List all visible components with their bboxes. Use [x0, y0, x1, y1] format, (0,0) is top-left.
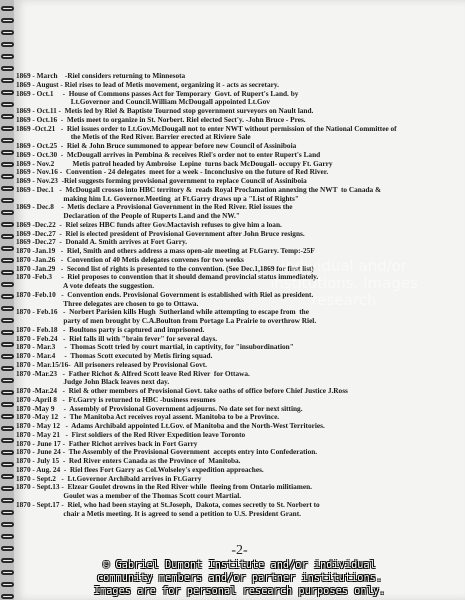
timeline-line: Three delegates are chosen to go to Ottawa.	[16, 299, 199, 308]
binding-ring	[1, 498, 14, 503]
binding-ring	[1, 186, 14, 191]
timeline-line: chair a Metis meeting. It is agreed to send a petition to U.S. President Grant.	[16, 509, 301, 518]
timeline-line: 1869 - Oct.16 - Metis meet to organize in St. Norbert. Riel elected Sect'y. -John Bruce - Pres.	[16, 115, 306, 124]
binding-ring	[1, 390, 14, 395]
timeline-line: 1870 -Mar.24 - Riel & other members of Provisional Govt. take oaths of office before Chief Justice J.Ross	[16, 387, 348, 395]
binding-ring	[1, 54, 14, 59]
binding-ring	[1, 234, 14, 239]
binding-ring	[1, 330, 14, 335]
timeline-line: 1870 - May 21 - First soldiers of the Red River Expedition leave Toronto	[16, 430, 246, 439]
timeline-line: 1870 -Jan.19 - Riel, Smith and others address a mass open-air meeting at Ft.Garry. Temp:-25F	[16, 247, 315, 255]
timeline-line: 1869 - Nov.23 -Riel suggests forming provisional government to replace Council of Assiniboia	[16, 177, 307, 185]
timeline-line: making him Lt. Governor.Meeting at Ft.Garry draws up a "List of Rights"	[16, 194, 299, 203]
binding-ring	[1, 594, 14, 599]
timeline-line: party of men brought by C.A.Boulton from Portage La Prairie to overthrow Riel.	[16, 317, 317, 325]
timeline-line: Goulet was a member of the Thomas Scott court Martial.	[16, 492, 242, 500]
faint-watermark: individual and/or institutions. Images research	[270, 257, 418, 309]
timeline-line: 1870 - June 24 - The Assembly of the Provisional Government accepts entry into Confederation.	[16, 448, 318, 457]
binding-ring	[1, 318, 14, 323]
timeline-line: 1869 - Nov.16 - Convention - 24 delegates meet for a week - Inconclusive on the future of Red River.	[16, 168, 329, 177]
timeline-line: 1869 - Oct.25 - Riel & John Bruce summoned to appear before new Council of Assiniboia	[16, 142, 297, 150]
binding-ring	[1, 534, 14, 539]
binding-ring	[1, 402, 14, 407]
binding-ring	[1, 294, 14, 299]
binding-ring	[1, 198, 14, 203]
binding-ring	[1, 78, 14, 83]
document-page	[14, 0, 465, 600]
binding-ring	[1, 522, 14, 527]
timeline-line: 1869 -Oct.21 - Riel issues order to Lt.Gov.McDougall not to enter NWT without permission of the National Committee of	[16, 124, 397, 133]
timeline-line: 1870 - July 15 - Red River enters Canada as the Province of Manitoba.	[16, 457, 241, 465]
timeline-line: 1870 - Feb.24 - Riel falls ill with "brain fever" for several days.	[16, 334, 218, 343]
timeline-line: 1870 - Feb.18 - Boultons party is captured and imprisoned.	[16, 325, 205, 334]
binding-ring	[1, 126, 14, 131]
binding-ring	[1, 354, 14, 359]
binding-ring	[1, 378, 14, 383]
binding-ring	[1, 30, 14, 35]
timeline-line: 1869 - Dec.8 - Metis declare a Provisional Government in the Red River. Riel issues the	[16, 203, 293, 212]
timeline-line: 1869 - Dec.1 - McDougall crosses into HBC territory & reads Royal Proclamation annexing the NWT to Canada &	[16, 185, 382, 194]
timeline-line: 1869 - Oct.1 - House of Commons passes Act for Temporary Govt. of Rupert's Land. by	[16, 89, 299, 98]
binding-ring	[1, 270, 14, 275]
binding-ring	[1, 570, 14, 575]
timeline-line: the Metis of the Red River. Barrier erected at Riviere Sale	[16, 133, 251, 142]
timeline-line: 1870 - Sept.13 - Elzear Goulet drowns in the Red River while fleeing from Ontario militiamen.	[16, 483, 312, 492]
timeline-line: A vote defeats the suggestion.	[16, 282, 155, 290]
watermark-line-3: Images are for personal research purposes only.	[93, 585, 386, 597]
binding-ring	[1, 462, 14, 467]
binding-ring	[1, 258, 14, 263]
binding-ring	[1, 138, 14, 143]
timeline-line: 1870 - Mar.15/16- All prisoners released by Provisional Govt.	[16, 360, 207, 369]
binding-ring	[1, 366, 14, 371]
binding-ring	[1, 474, 14, 479]
timeline-line: 1870 - May 12 - Adams Archibald appointed Lt.Gov. of Manitoba and the North-West Territories.	[16, 422, 325, 430]
timeline-line: 1870 - Feb.16 - Norbert Parisien kills Hugh Sutherland while attempting to escape from the	[16, 308, 309, 317]
binding-ring	[1, 162, 14, 167]
binding-ring	[1, 66, 14, 71]
binding-ring	[1, 114, 14, 119]
page-number: -2-	[231, 543, 248, 558]
binding-ring	[1, 342, 14, 347]
timeline-line: 1870 - Sept.17 - Riel, who had been staying at St.Joseph, Dakota, comes secretly to St. Norbert to	[16, 500, 320, 509]
binding-ring	[1, 426, 14, 431]
timeline-line: 1869 - August - Riel rises to lead of Metis movement, organizing it - acts as secretary.	[16, 80, 279, 89]
timeline-line: 1870 -Feb.10 - Convention ends. Provisional Government is established with Riel as president.	[16, 290, 314, 299]
timeline-line: 1870 -May 9 - Assembly of Provisional Government adjourns. No date set for next sitting.	[16, 404, 303, 413]
timeline-line: 1870 -May 12 - The Manitoba Act receives royal assent. Manitoba to be a Province.	[16, 413, 280, 422]
timeline-line: 1870 -April 8 - Ft.Garry is returned to HBC -business resumes	[16, 395, 216, 404]
binding-ring	[1, 510, 14, 515]
timeline-line: 1869 -Dec.22 - Riel seizes HBC funds after Gov.Mactavish refuses to give him a loan.	[16, 220, 282, 229]
watermark-line-2: community members and/or partner institutions.	[96, 572, 383, 584]
timeline-line: 1870 -Feb.3 - Riel proposes to convention that it should demand provincial status immediately.	[16, 273, 319, 282]
timeline-line: 1870 -Jan.29 - Second list of rights is presented to the convention. (See Dec.1,1869 for first list)	[16, 264, 314, 273]
timeline-line: 1870 - Mar.4 - Thomas Scott executed by Metis firing squad.	[16, 352, 213, 360]
timeline-line: 1870 -Mar.23 - Father Richot & Alfred Scott leave Red River for Ottawa.	[16, 369, 250, 378]
binding-ring	[1, 42, 14, 47]
binding-ring	[1, 150, 14, 155]
binding-ring	[1, 438, 14, 443]
binding-ring	[1, 246, 14, 251]
binding-ring	[1, 450, 14, 455]
binding-ring	[1, 102, 14, 107]
timeline-line: 1869 - March -Riel considers returning to Minnesota	[16, 72, 186, 80]
timeline-line: 1869 - Oct.11 - Metis led by Riel & Baptiste Tournod stop government surveyors on Nault land.	[16, 107, 314, 115]
timeline-line: 1870 -Jan.26 - Convention of 40 Metis delegates convenes for two weeks	[16, 255, 244, 264]
binding-ring	[1, 6, 14, 11]
watermark-line-1: © Gabriel Dumont Institute and/or individual	[103, 559, 376, 571]
timeline-line: 1869 - Oct.30 - McDougall arrives in Pembina & receives Riel's order not to enter Rupert's Land	[16, 150, 321, 159]
timeline-line: Lt.Governor and Council.William McDougall appointed Lt.Gov	[16, 98, 270, 107]
timeline-line: 1870 - June 17 - Father Richot arrives back in Fort Garry	[16, 439, 198, 448]
timeline-line: Declaration of the People of Ruperts Land and the NW."	[16, 212, 240, 220]
timeline-line: 1870 - Mar.3 - Thomas Scott tried by court martial, in captivity, for "insubordination"	[16, 343, 294, 352]
timeline-line: 1870 - Sept.2 - Lt.Governor Archibald arrives in Ft.Garry	[16, 474, 202, 483]
binding-ring	[1, 210, 14, 215]
timeline-line: 1869 - Nov.2 Metis patrol headed by Ambroise Lepine turns back McDougall- occupy Ft. Garry	[16, 159, 333, 168]
binding-ring	[1, 174, 14, 179]
timeline-line: 1869 -Dec.27 - Donald A. Smith arrives at Fort Garry.	[16, 238, 188, 247]
binding-ring	[1, 222, 14, 227]
binding-ring	[1, 414, 14, 419]
timeline-line: 1870 - Aug. 24 - Riel flees Fort Garry as Col.Wolseley's expedition approaches.	[16, 465, 264, 474]
binding-ring	[1, 282, 14, 287]
timeline-line: 1869 -Dec.27 - Riel is elected president of Provisional Government after John Bruce resigns.	[16, 229, 305, 238]
binding-ring	[1, 558, 14, 563]
binding-ring	[1, 18, 14, 23]
timeline-line: Judge John Black leaves next day.	[16, 378, 170, 387]
binding-ring	[1, 306, 14, 311]
binding-ring	[1, 486, 14, 491]
binding-ring	[1, 582, 14, 587]
binding-ring	[1, 546, 14, 551]
binding-ring	[1, 90, 14, 95]
